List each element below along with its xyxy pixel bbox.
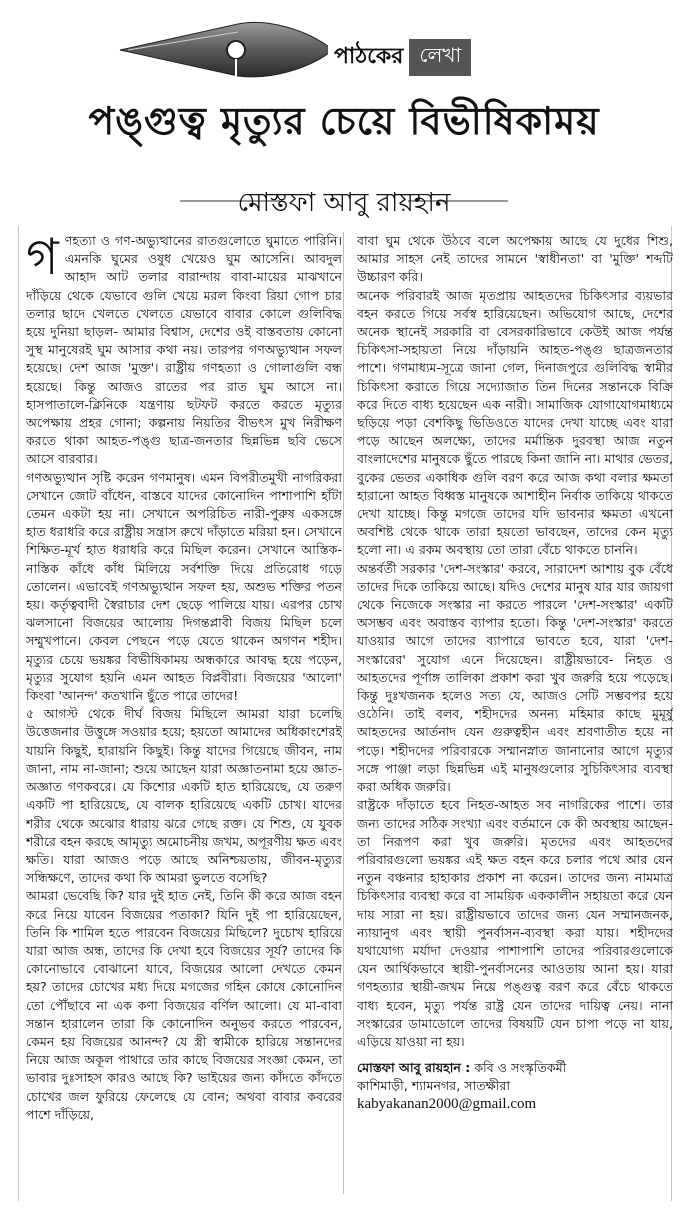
paragraph: রাষ্ট্রকে দাঁড়াতে হবে নিহত-আহত সব নাগরিকের পাশে। তার জন্য তাদের সঠিক সংখ্যা এবং বর্তমানে কে কী অবস্থায় আছেন- তা নিরূপণ করা খুব জরুরি। মৃতদের এবং আহতদের পরিবারগুলো ভয়ঙ্কর এই ক্ষত বহন করে চলার পথে আর যেন নতুন বঞ্চনার হাহাকার প্রকাশ না করেন। তাদের জন্য নামমাত্র চিকিৎসার ব্যবস্থা করে বা সাময়িক এককালীন সহায়তা করে যেন দায় সারা না হয়। রাষ্ট্রীয়ভাবে তাদের জন্য যেন সম্মানজনক, ন্যায়ানুগ এবং স্থায়ী পুনর্বাসন-ব্যবস্থা করা যায়। শহীদদের যথাযোগ্য মর্যাদা দেওয়ার পাশাপাশি তাদের পরিবারগুলোকে যেন আর্থিকভাবে স্থায়ী-পুনর্বাসনের আওতায় আনা হয়। যারা গণহত্যার স্থায়ী-জখম নিয়ে পঙ্গুত্ব বরণ করে বেঁচে থাকতে বাধ্য হবেন, মৃত্যু পর্যন্ত রাষ্ট্র যেন তাদের দায়িত্ব নেয়। নানা সংস্কারের ডামাডোলে তাদের বিষয়টি যেন চাপা পড়ে না যায়, এড়িয়ে যাওয়া না হয়।	[357, 797, 673, 1049]
signature-role: কবি ও সংস্কৃতিকর্মী	[470, 1060, 567, 1076]
article-column-right	[357, 232, 673, 1194]
paragraph: ৫ আগস্ট থেকে দীর্ঘ বিজয় মিছিলে আমরা যারা চলেছি উত্তেজনার উত্তুঙ্গে সওয়ার হয়ে; হয়তো আমাদের অধিকাংশেরই যায়নি কিছুই, হারায়নি কিছুই। কিন্তু যাদের গিয়েছে জীবন, নাম জানা, নাম না-জানা; শুয়ে আছেন যারা অজ্ঞাতনামা হয়ে জ্ঞাত-অজ্ঞাত গণকবরে। যে কিশোর একটি হাত হারিয়েছে, যে তরুণ একটি পা হারিয়েছে, যে বালক হারিয়েছে একটি চোখ। যাদের শরীর থেকে অঝোর ধারায় ঝরে গেছে রক্ত। যে শিশু, যে যুবক শরীরে বহন করছে আমৃত্যু অমোচনীয় জখম, অপূরণীয় ক্ষত এবং ক্ষতি। যারা আজও পড়ে আছে অনিশ্চয়তায়, জীবন-মৃত্যুর সন্ধিক্ষণে, তাদের কথা কি আমরা ভুলতে বসেছি?	[26, 706, 342, 886]
paragraph: গণহত্যা ও গণ-অভ্যুত্থানের রাতগুলোতে ঘুমাতে পারিনি। এমনকি ঘুমের ওষুধ খেয়েও ঘুম আসেনি। আবদুল আহাদ আট তলার বারান্দায় বাবা-মায়ের মাঝখানে দাঁড়িয়ে থেকে যেভাবে গুলি খেয়ে মরল কিংবা রিয়া গোপ চার তলার ছাদে খেলতে খেলতে যেভাবে বাবার কোলে গুলিবিদ্ধ হয়ে দুনিয়া ছাড়ল- আমার বিশ্বাস, দেশের ওই বাস্তবতায় কোনো সুস্থ মানুষেরই ঘুম আসার কথা নয়। তারপর গণঅভ্যুত্থান সফল হয়েছে। দেশ আজ 'মুক্ত'। রাষ্ট্রীয় গণহত্যা ও গোলাগুলি বন্ধ হয়েছে। কিন্তু আজও রাতের পর রাত ঘুম আসে না। হাসপাতালে-ক্লিনিকে যন্ত্রণায় ছটফট করতে করতে মৃত্যুর অপেক্ষায় প্রহর গোনা; কল্পনায় নিয়তির বীভৎস মুখ নিরীক্ষণ করতে থাকা আহত-পঙ্গু ছাত্র-জনতার ছিন্নভিন্ন ছবি ভেসে আসে বারবার।	[26, 232, 342, 467]
byline: মোস্তফা আবু রায়হান	[237, 188, 451, 218]
fountain-pen-icon	[118, 14, 348, 84]
paragraph: বাবা ঘুম থেকে উঠবে বলে অপেক্ষায় আছে যে দুধের শিশু, আমার সাহস নেই তাদের সামনে 'স্বাধীনতা' বা 'মুক্তি' শব্দটি উচ্চারণ করি।	[357, 233, 673, 285]
drop-cap: গ	[26, 232, 59, 286]
signature-address: কাশিমাড়ী, শ্যামনগর, সাতক্ষীরা	[357, 1078, 511, 1094]
section-tag	[328, 40, 471, 74]
signature-email[interactable]: kabyakanan2000@gmail.com	[357, 1096, 537, 1113]
paragraph: অনেক পরিবারই আজ মৃতপ্রায় আহতদের চিকিৎসার ব্যয়ভার বহন করতে গিয়ে সর্বস্ব হারিয়েছেন। অভিযোগ আছে, দেশের অনেক স্থানেই সরকারি বা বেসরকারিভাবে কেউই আজ পর্যন্ত চিকিৎসা-সহায়তা নিয়ে দাঁড়ায়নি আহত-পঙ্গু ছাত্রজনতার পাশে। গণমাধ্যম-সূত্রে জানা গেল, দিনাজপুরে গুলিবিদ্ধ স্বামীর চিকিৎসা করাতে গিয়ে সদ্যোজাত তিন দিনের সন্তানকে বিক্রি করে দিতে বাধ্য হয়েছেন এক নারী। সামাজিক যোগাযোগমাধ্যমে ছড়িয়ে পড়া বেশকিছু ভিডিওতে যাদের দেখা যাচ্ছে এবং যারা পড়ে আছেন অলক্ষ্যে, তাদের মর্মান্তিক দুরবস্থা আজ নতুন বাংলাদেশের মানুষকে ছুঁতে পারছে কিনা জানি না। মাথার ভেতর, বুকের ভেতর একাধিক গুলি বরণ করে আজ কথা বলার ক্ষমতা হারানো আহত বিধ্বস্ত মানুষকে আশাহীন নির্বাক তাকিয়ে থাকতে দেখা যাচ্ছে। কিন্তু মগজে তাদের যদি ভাবনার ক্ষমতা এখনো অবশিষ্ট থেকে থাকে তারা হয়তো ভাবছেন, তাদের কেন মৃত্যু হলো না। এ রকম অবস্থায় তো তারা বেঁচে থাকতে চাননি।	[357, 287, 673, 558]
section-tag-readers: পাঠকের	[328, 39, 409, 76]
masthead	[0, 0, 688, 218]
paragraph: অন্তর্বর্তী সরকার 'দেশ-সংস্কার' করবে, সারাদেশ আশায় বুক বেঁধে তাদের দিকে তাকিয়ে আছে। যদিও দেশের মানুষ যার যার জায়গা থেকে নিজেকে সংস্কার না করতে পারলে 'দেশ-সংস্কার' একটি অসম্ভব এবং অবাস্তব ব্যাপার হতো। কিন্তু 'দেশ-সংস্কার' করতে যাওয়ার আগে তাদের ব্যাপারে ভাবতে হবে, যারা 'দেশ-সংস্কারের' সুযোগ এনে দিয়েছেন। রাষ্ট্রীয়ভাবে- নিহত ও আহতদের পূর্ণাঙ্গ তালিকা প্রকাশ করা খুব জরুরি হয়ে পড়েছে। কিন্তু দুঃখজনক হলেও সত্য যে, আজও সেটি সম্ভবপর হয়ে ওঠেনি। তাই বলব, শহীদদের অনন্য মহিমার কাছে মুমূর্ষু আহতদের আর্তনাদ যেন গুরুত্বহীন এবং শ্রবণাতীত হয়ে না পড়ে। শহীদদের পরিবারকে সম্মানস্নাত জানানোর আগে মৃত্যুর সঙ্গে পাঞ্জা লড়া ছিন্নভিন্ন এই মানুষগুলোর সুচিকিৎসার ব্যবস্থা করা অধিক জরুরি।	[357, 560, 673, 795]
signature-name: মোস্তফা আবু রায়হান :	[357, 1060, 471, 1076]
paragraph: আমরা ভেবেছি কি? যার দুই হাত নেই, তিনি কী করে আজ বহন করে নিয়ে যাবেন বিজয়ের পতাকা? যিনি দুই পা হারিয়েছেন, তিনি কি শামিল হতে পারবেন বিজয়ের মিছিলে? দুচোখ হারিয়ে যারা আজ অন্ধ, তাদের কি দেখা হবে বিজয়ের সূর্য? তাদের কি কোনোভাবে বোঝানো যাবে, বিজয়ের আলো দেখতে কেমন হয়? তাদের চোখের মধ্য দিয়ে মগজের গহিন কোষে কোনোদিন তো পৌঁছাবে না এক কণা বিজয়ের বর্ণিল আলো। যে মা-বাবা সন্তান হারালেন তারা কি কোনোদিন অনুভব করতে পারবেন, কেমন হয় বিজয়ের আনন্দ? যে স্ত্রী স্বামীকে হারিয়ে সন্তানদের নিয়ে আজ অকূল পাথারে তার কাছে বিজয়ের সংজ্ঞা কেমন, তা ভাবার দুঃসাহস কারও আছে কি? ভাইয়ের জন্য কাঁদতে কাঁদতে চোখের জল ফুরিয়ে ফেলেছে যে বোন; অথবা বাবার কবরের পাশে দাঁড়িয়ে,	[26, 888, 342, 1122]
paragraph: গণঅভ্যুত্থান সৃষ্টি করেন গণমানুষ। এমন বিপরীতমুখী নাগরিকরা সেখানে জোট বাঁধেন, বাস্তবে যাদের কোনোদিন পাশাপাশি হাঁটা তেমন একটা হয় না। সেখানে অপরিচিত নারী-পুরুষ একসঙ্গে হাত ধরাধরি করে রাষ্ট্রীয় সন্ত্রাস রুখে দাঁড়াতে মরিয়া হন। সেখানে শিক্ষিত-মূর্খ হাত ধরাধরি করে মিছিল করেন। সেখানে আস্তিক-নাস্তিক কাঁধে কাঁধ মিলিয়ে সর্বশক্তি দিয়ে প্রতিরোধ গড়ে তোলেন। এভাবেই গণঅভ্যুত্থান সফল হয়, অশুভ শক্তির পতন হয়। কর্তৃত্ববাদী স্বৈরাচার দেশ ছেড়ে পালিয়ে যায়। এরপর চোখ ঝলসানো বিজয়ের আলোয় দিগন্তপ্লাবী বিজয় মিছিল চলে সম্মুখপানে। কেবল পেছনে পড়ে যেতে থাকেন অগণন শহীদ। মৃত্যুর চেয়ে ভয়ঙ্কর বিভীষিকাময় অন্ধকারে আবদ্ধ হয়ে পড়েন, মৃত্যুর সুযোগ হয়নি এমন আহত বিপ্লবীরা। বিজয়ের 'আলো' কিংবা 'আনন্দ' কতখানি ছুঁতে পারে তাদের!	[26, 469, 342, 704]
headline: পঙ্গুত্ব মৃত্যুর চেয়ে বিভীষিকাময়	[88, 98, 600, 143]
column-divider	[343, 232, 344, 1194]
section-tag-writing: লেখা	[409, 39, 471, 76]
article-column-left	[26, 232, 342, 1194]
author-signature	[357, 1059, 673, 1113]
